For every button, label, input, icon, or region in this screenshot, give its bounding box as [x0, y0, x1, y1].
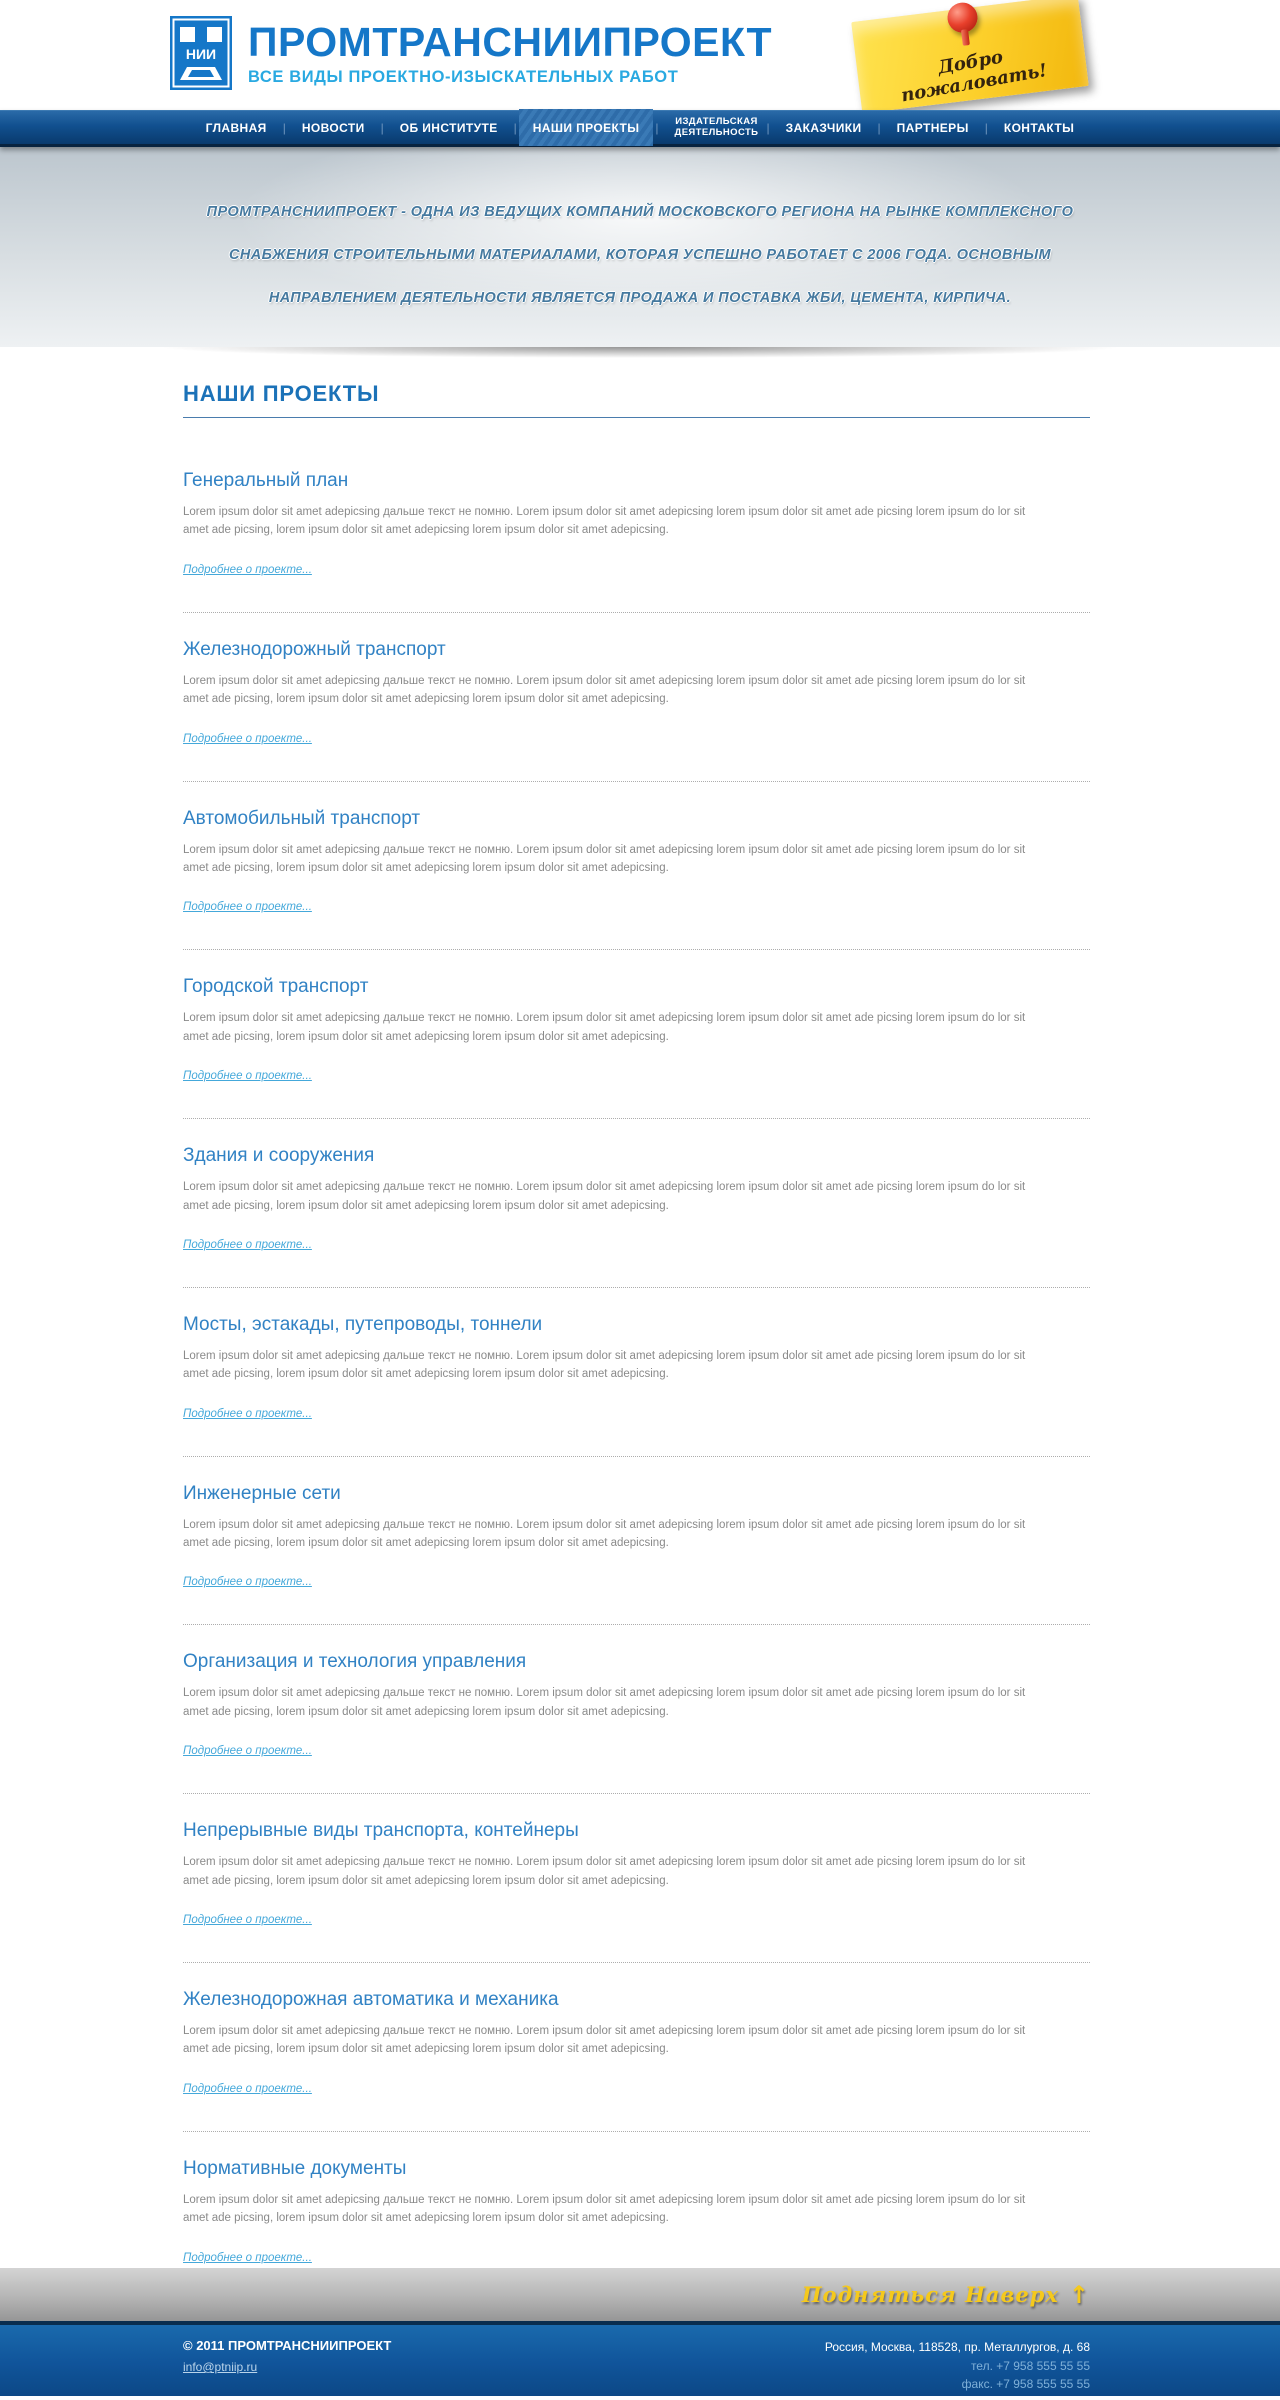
project-more-link[interactable]: Подробнее о проекте...	[183, 1070, 312, 1083]
project-more-link[interactable]: Подробнее о проекте...	[183, 1238, 312, 1251]
project-title: Здания и сооружения	[183, 1145, 375, 1167]
site-subtitle: ВСЕ ВИДЫ ПРОЕКТНО-ИЗЫСКАТЕЛЬНЫХ РАБОТ	[248, 68, 679, 87]
project-section	[183, 950, 1090, 1119]
project-description: Lorem ipsum dolor sit amet adepicsing дальше текст не помню. Lorem ipsum dolor sit amet adepicsing lorem ipsum dolor sit amet ade picsing lorem ipsum do lor sit amet ade picsing, lorem ipsum dolor sit amet adepicsing lorem ipsum dolor sit amet adepicsing.	[183, 1349, 1026, 1381]
svg-text:НИИ: НИИ	[185, 46, 217, 62]
project-description: Lorem ipsum dolor sit amet adepicsing дальше текст не помню. Lorem ipsum dolor sit amet adepicsing lorem ipsum dolor sit amet ade picsing lorem ipsum do lor sit amet ade picsing, lorem ipsum dolor sit amet adepicsing lorem ipsum dolor sit amet adepicsing.	[183, 1181, 1026, 1212]
nav-separator: |	[513, 120, 517, 135]
project-description: Lorem ipsum dolor sit amet adepicsing дальше текст не помню. Lorem ipsum dolor sit amet adepicsing lorem ipsum dolor sit amet ade picsing lorem ipsum do lor sit amet ade picsing, lorem ipsum dolor sit amet adepicsing lorem ipsum dolor sit amet adepicsing.	[183, 1687, 1026, 1718]
nav-list	[192, 109, 1089, 146]
back-to-top-link[interactable]	[802, 2281, 1090, 2309]
nav-item-contacts[interactable]: КОНТАКТЫ	[1003, 120, 1075, 135]
back-to-top-label: Подняться Наверх	[801, 2282, 1059, 2307]
project-description: Lorem ipsum dolor sit amet adepicsing дальше текст не помню. Lorem ipsum dolor sit amet adepicsing lorem ipsum dolor sit amet ade picsing lorem ipsum do lor sit amet ade picsing, lorem ipsum dolor sit amet adepicsing lorem ipsum dolor sit amet adepicsing.	[183, 2193, 1026, 2225]
company-intro-text: ПРОМТРАНСНИИПРОЕКТ - ОДНА ИЗ ВЕДУЩИХ КОМПАНИЙ МОСКОВСКОГО РЕГИОНА НА РЫНКЕ КОМПЛЕКСНОГО СНАБЖЕНИЯ СТРОИТЕЛЬНЫМИ МАТЕРИАЛАМИ, КОТОРАЯ УСПЕШНО РАБОТАЕТ С 2006 ГОДА. ОСНОВНЫМ НАПРАВЛЕНИЕМ ДЕЯТЕЛЬНОСТИ ЯВЛЯЕТСЯ ПРОДАЖА И ПОСТАВКА ЖБИ, ЦЕМЕНТА, КИРПИЧА.	[206, 204, 1074, 306]
copyright-text: © 2011 ПРОМТРАНСНИИПРОЕКТ	[183, 2338, 392, 2353]
project-section	[183, 1119, 1090, 1288]
nav-separator: |	[984, 120, 988, 135]
nav-separator: |	[380, 120, 384, 135]
footer-email-link[interactable]: info@ptniip.ru	[183, 2360, 258, 2374]
project-description: Lorem ipsum dolor sit amet adepicsing дальше текст не помню. Lorem ipsum dolor sit amet adepicsing lorem ipsum dolor sit amet ade picsing lorem ipsum do lor sit amet ade picsing, lorem ipsum dolor sit amet adepicsing lorem ipsum dolor sit amet adepicsing.	[183, 2025, 1026, 2056]
project-more-link[interactable]: Подробнее о проекте...	[183, 1914, 312, 1927]
project-title: Организация и технология управления	[183, 1651, 527, 1673]
nav-item-partners[interactable]: ПАРТНЕРЫ	[896, 120, 969, 135]
project-title: Нормативные документы	[183, 2157, 407, 2179]
hero-shadow-divider	[0, 347, 1280, 365]
project-more-link[interactable]: Подробнее о проекте...	[183, 563, 312, 576]
project-title: Генеральный план	[183, 470, 349, 491]
project-section	[183, 1963, 1090, 2132]
main-content	[0, 365, 1280, 2268]
institute-logo-icon	[170, 14, 232, 92]
project-description: Lorem ipsum dolor sit amet adepicsing дальше текст не помню. Lorem ipsum dolor sit amet adepicsing lorem ipsum dolor sit amet ade picsing lorem ipsum do lor sit amet ade picsing, lorem ipsum dolor sit amet adepicsing lorem ipsum dolor sit amet adepicsing.	[183, 1518, 1026, 1550]
project-section	[183, 1625, 1090, 1794]
project-title: Железнодорожный транспорт	[183, 638, 446, 660]
nav-item-home[interactable]: ГЛАВНАЯ	[205, 120, 267, 135]
project-description: Lorem ipsum dolor sit amet adepicsing дальше текст не помню. Lorem ipsum dolor sit amet adepicsing lorem ipsum dolor sit amet ade picsing lorem ipsum do lor sit amet ade picsing, lorem ipsum dolor sit amet adepicsing lorem ipsum dolor sit amet adepicsing.	[183, 1012, 1026, 1043]
footer-phone: тел. +7 958 555 55 55	[970, 2358, 1090, 2373]
welcome-sticky-note	[851, 0, 1089, 114]
hero-band	[0, 147, 1280, 347]
page-title: НАШИ ПРОЕКТЫ	[183, 381, 1090, 418]
project-title: Железнодорожная автоматика и механика	[183, 1989, 559, 2011]
main-navigation	[0, 110, 1280, 147]
project-more-link[interactable]: Подробнее о проекте...	[183, 1576, 312, 1589]
project-description: Lorem ipsum dolor sit amet adepicsing дальше текст не помню. Lorem ipsum dolor sit amet adepicsing lorem ipsum dolor sit amet ade picsing lorem ipsum do lor sit amet ade picsing, lorem ipsum dolor sit amet adepicsing lorem ipsum dolor sit amet adepicsing.	[183, 674, 1026, 706]
nav-separator: |	[766, 120, 770, 135]
welcome-note-text: Добро пожаловать!	[899, 46, 1049, 107]
project-title: Непрерывные виды транспорта, контейнеры	[183, 1820, 579, 1842]
project-title: Инженерные сети	[183, 1482, 341, 1504]
site-header	[0, 0, 1280, 110]
project-section	[183, 2132, 1090, 2266]
nav-item-projects[interactable]: НАШИ ПРОЕКТЫ	[519, 109, 654, 146]
nav-item-news[interactable]: НОВОСТИ	[301, 120, 365, 135]
site-title: ПРОМТРАНСНИИПРОЕКТ	[248, 19, 773, 65]
project-more-link[interactable]: Подробнее о проекте...	[183, 2251, 312, 2264]
project-description: Lorem ipsum dolor sit amet adepicsing дальше текст не помню. Lorem ipsum dolor sit amet adepicsing lorem ipsum dolor sit amet ade picsing lorem ipsum do lor sit amet ade picsing, lorem ipsum dolor sit amet adepicsing lorem ipsum dolor sit amet adepicsing.	[183, 506, 1026, 537]
brand-block[interactable]	[170, 14, 772, 92]
nav-separator: |	[877, 120, 881, 135]
nav-item-clients[interactable]: ЗАКАЗЧИКИ	[785, 120, 862, 135]
project-more-link[interactable]: Подробнее о проекте...	[183, 732, 312, 745]
project-more-link[interactable]: Подробнее о проекте...	[183, 1407, 312, 1420]
project-section	[183, 1457, 1090, 1626]
project-title: Мосты, эстакады, путепроводы, тоннели	[183, 1313, 543, 1335]
footer-left	[183, 2338, 391, 2396]
project-description: Lorem ipsum dolor sit amet adepicsing дальше текст не помню. Lorem ipsum dolor sit amet adepicsing lorem ipsum dolor sit amet ade picsing lorem ipsum do lor sit amet ade picsing, lorem ipsum dolor sit amet adepicsing lorem ipsum dolor sit amet adepicsing.	[183, 843, 1026, 874]
project-description: Lorem ipsum dolor sit amet adepicsing дальше текст не помню. Lorem ipsum dolor sit amet adepicsing lorem ipsum dolor sit amet ade picsing lorem ipsum do lor sit amet ade picsing, lorem ipsum dolor sit amet adepicsing lorem ipsum dolor sit amet adepicsing.	[183, 1856, 1026, 1887]
project-title: Автомобильный транспорт	[183, 807, 421, 829]
arrow-up-icon: ↑	[1068, 2280, 1090, 2309]
nav-separator: |	[655, 120, 659, 135]
footer-fax: факс. +7 958 555 55 55	[961, 2377, 1090, 2392]
project-title: Городской транспорт	[183, 976, 369, 998]
project-section	[183, 613, 1090, 782]
back-to-top-bar	[0, 2268, 1280, 2325]
project-section	[183, 1794, 1090, 1963]
nav-separator: |	[282, 120, 286, 135]
site-footer	[0, 2325, 1280, 2396]
project-section	[183, 782, 1090, 951]
projects-list	[183, 418, 1090, 2266]
project-more-link[interactable]: Подробнее о проекте...	[183, 901, 312, 914]
project-more-link[interactable]: Подробнее о проекте...	[183, 1745, 312, 1758]
project-section	[183, 1288, 1090, 1457]
nav-item-publishing[interactable]: ИЗДАТЕЛЬСКАЯ ДЕЯТЕЛЬНОСТЬ	[674, 115, 759, 138]
project-more-link[interactable]: Подробнее о проекте...	[183, 2082, 312, 2095]
project-section	[183, 418, 1090, 613]
footer-address: Россия, Москва, 118528, пр. Металлургов, д. 68	[824, 2340, 1090, 2354]
pushpin-stem	[961, 29, 970, 46]
footer-contacts	[825, 2338, 1090, 2396]
nav-item-about[interactable]: ОБ ИНСТИТУТЕ	[399, 120, 498, 135]
